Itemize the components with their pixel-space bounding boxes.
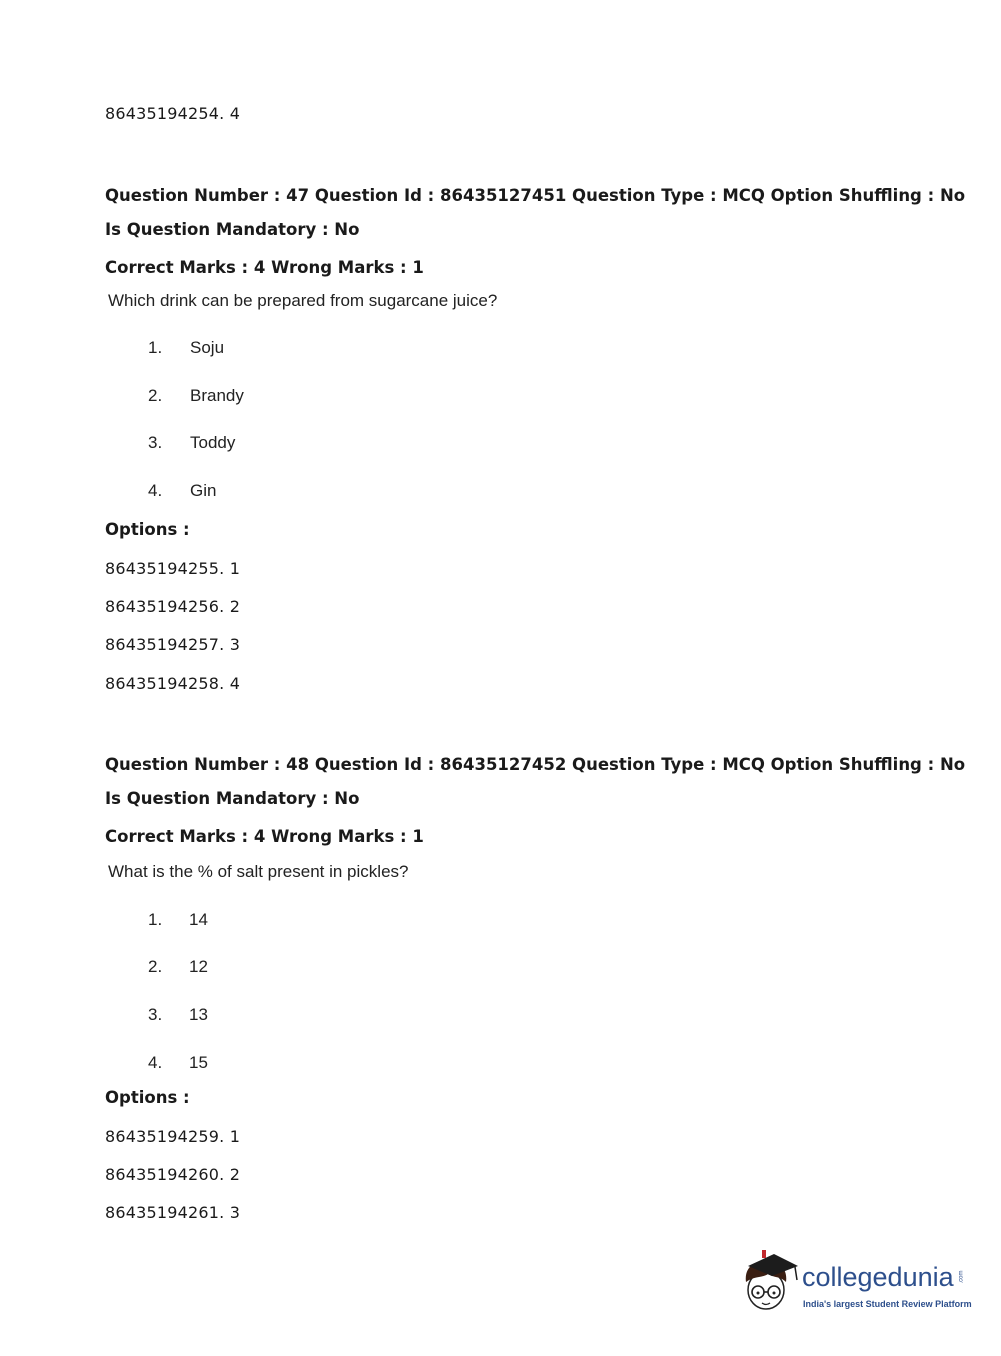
choice-number: 4. xyxy=(148,481,163,500)
question-text: What is the % of salt present in pickles? xyxy=(108,862,409,881)
question-header: Question Number : 47 Question Id : 86435127451 Question Type : MCQ Option Shuffling : No xyxy=(105,186,966,205)
option-line: 86435194259. 1 xyxy=(105,1127,241,1146)
choice-label: 14 xyxy=(189,910,208,929)
option-line: 86435194255. 1 xyxy=(105,559,241,578)
options-label: Options : xyxy=(105,1088,190,1107)
choice-label: Brandy xyxy=(190,386,244,405)
question-mandatory: Is Question Mandatory : No xyxy=(105,220,360,239)
choice-number: 3. xyxy=(148,1005,163,1024)
choice-number: 3. xyxy=(148,433,163,452)
option-line: 86435194256. 2 xyxy=(105,597,241,616)
choice-number: 2. xyxy=(148,386,163,405)
option-line: 86435194254. 4 xyxy=(105,104,241,123)
options-label: Options : xyxy=(105,520,190,539)
question-header: Question Number : 48 Question Id : 86435127452 Question Type : MCQ Option Shuffling : No xyxy=(105,755,966,774)
logo-wordmark: collegedunia xyxy=(802,1262,954,1292)
question-marks: Correct Marks : 4 Wrong Marks : 1 xyxy=(105,827,424,846)
logo-tagline: India's largest Student Review Platform xyxy=(803,1299,972,1309)
choice-label: Gin xyxy=(190,481,217,500)
choice-number: 1. xyxy=(148,338,163,357)
choice-label: 12 xyxy=(189,957,208,976)
collegedunia-logo[interactable] xyxy=(740,1248,970,1318)
choice-label: Soju xyxy=(190,338,225,357)
option-line: 86435194257. 3 xyxy=(105,635,241,654)
mascot-icon xyxy=(740,1248,800,1314)
option-line: 86435194261. 3 xyxy=(105,1203,241,1222)
choice-label: 15 xyxy=(189,1053,208,1072)
question-marks: Correct Marks : 4 Wrong Marks : 1 xyxy=(105,258,424,277)
choice-label: 13 xyxy=(189,1005,208,1024)
question-mandatory: Is Question Mandatory : No xyxy=(105,789,360,808)
question-text: Which drink can be prepared from sugarcane juice? xyxy=(108,291,498,310)
option-line: 86435194258. 4 xyxy=(105,674,241,693)
logo-domain-suffix: .com xyxy=(958,1270,965,1284)
choice-number: 4. xyxy=(148,1053,163,1072)
choice-number: 1. xyxy=(148,910,163,929)
option-line: 86435194260. 2 xyxy=(105,1165,241,1184)
choice-number: 2. xyxy=(148,957,163,976)
choice-label: Toddy xyxy=(190,433,236,452)
